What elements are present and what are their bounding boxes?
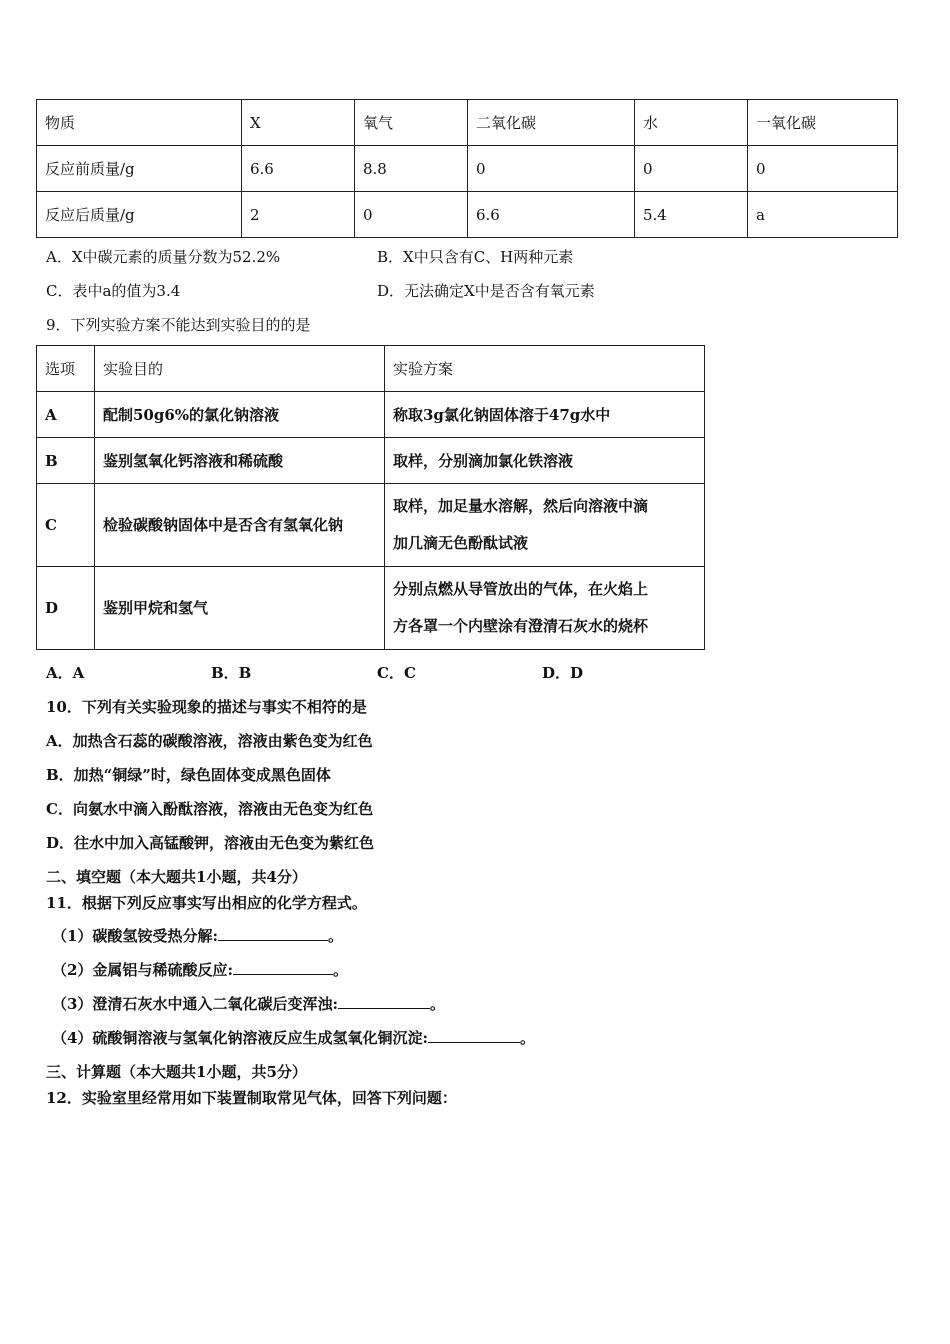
period: 。 [332,961,348,979]
option-cell: A [37,392,95,438]
goal-cell: 鉴别甲烷和氢气 [95,567,385,650]
table-header-cell: 水 [635,100,748,146]
table-cell: 8.8 [355,146,468,192]
q11-item-label: （3）澄清石灰水中通入二氧化碳后变浑浊: [52,995,338,1013]
plan-cell [385,484,705,567]
q11-item-label: （2）金属铝与稀硫酸反应: [52,961,233,979]
table-cell: 2 [242,192,355,238]
q9-option-b: B．B [211,664,252,682]
answer-blank[interactable] [338,994,430,1009]
table-header-cell: 氧气 [355,100,468,146]
table-header-cell: X [242,100,355,146]
period: 。 [327,927,343,945]
table-header-cell: 物质 [37,100,242,146]
table-cell: 0 [468,146,635,192]
table-cell: 反应前质量/g [37,146,242,192]
goal-cell: 鉴别氢氧化钙溶液和稀硫酸 [95,438,385,484]
q9-option-c: C．C [377,664,416,682]
plan-cell: 称取3g氯化钠固体溶于47g水中 [385,392,705,438]
table-header-cell: 二氧化碳 [468,100,635,146]
table-cell: 0 [748,146,898,192]
q9-options [46,662,686,682]
section-2-heading: 二、填空题（本大题共1小题，共4分） [46,868,307,886]
table-header-cell: 实验目的 [95,346,385,392]
q11-item-label: （4）硫酸铜溶液与氢氧化钠溶液反应生成氢氧化铜沉淀: [52,1029,428,1047]
table-header-cell: 实验方案 [385,346,705,392]
q9-stem: 9．下列实验方案不能达到实验目的的是 [46,316,311,334]
q11-item-1 [52,925,343,946]
table-header-row [37,346,705,392]
table-header-cell: 一氧化碳 [748,100,898,146]
q11-item-4 [52,1027,535,1048]
table-row [37,392,705,438]
table-cell: a [748,192,898,238]
q11-item-2 [52,959,348,980]
option-cell: C [37,484,95,567]
q8-option-b: B．X中只含有C、H两种元素 [377,248,574,266]
table-row [37,484,705,567]
section-3-heading: 三、计算题（本大题共1小题，共5分） [46,1063,307,1081]
table-cell: 5.4 [635,192,748,238]
plan-cell: 取样，分别滴加氯化铁溶液 [385,438,705,484]
table-header-row [37,100,898,146]
substance-mass-table [36,99,898,238]
experiment-table [36,345,705,650]
q11-item-3 [52,993,445,1014]
plan-line: 取样，加足量水溶解，然后向溶液中滴 [393,497,649,515]
goal-cell: 检验碳酸钠固体中是否含有氢氧化钠 [95,484,385,567]
table-row [37,146,898,192]
table-cell: 反应后质量/g [37,192,242,238]
q8-option-a: A．X中碳元素的质量分数为52.2% [46,248,281,266]
table-cell: 6.6 [242,146,355,192]
plan-line: 方各罩一个内壁涂有澄清石灰水的烧杯 [393,617,649,635]
answer-blank[interactable] [218,926,328,941]
q9-option-a: A．A [46,664,85,682]
q10-option-d: D．往水中加入高锰酸钾，溶液由无色变为紫红色 [46,834,375,852]
q8-option-c: C．表中a的值为3.4 [46,282,181,300]
goal-cell: 配制50g6%的氯化钠溶液 [95,392,385,438]
q12-stem: 12．实验室里经常用如下装置制取常见气体，回答下列问题： [46,1089,457,1107]
period: 。 [519,1029,535,1047]
plan-line: 分别点燃从导管放出的气体，在火焰上 [393,580,649,598]
plan-line: 加几滴无色酚酞试液 [393,534,529,552]
table-cell: 0 [635,146,748,192]
table-row [37,567,705,650]
table-row [37,192,898,238]
q8-option-d: D．无法确定X中是否含有氧元素 [377,282,595,300]
q10-option-a: A．加热含石蕊的碳酸溶液，溶液由紫色变为红色 [46,732,373,750]
table-cell: 6.6 [468,192,635,238]
option-cell: B [37,438,95,484]
q10-option-c: C．向氨水中滴入酚酞溶液，溶液由无色变为红色 [46,800,373,818]
answer-blank[interactable] [428,1028,520,1043]
q9-option-d: D．D [542,664,584,682]
q11-item-label: （1）碳酸氢铵受热分解: [52,927,218,945]
option-cell: D [37,567,95,650]
q10-stem: 10．下列有关实验现象的描述与事实不相符的是 [46,698,367,716]
table-cell: 0 [355,192,468,238]
q11-stem: 11．根据下列反应事实写出相应的化学方程式。 [46,894,367,912]
answer-blank[interactable] [233,960,333,975]
plan-cell [385,567,705,650]
table-header-cell: 选项 [37,346,95,392]
q10-option-b: B．加热“铜绿”时，绿色固体变成黑色固体 [46,766,331,784]
table-row [37,438,705,484]
period: 。 [429,995,445,1013]
